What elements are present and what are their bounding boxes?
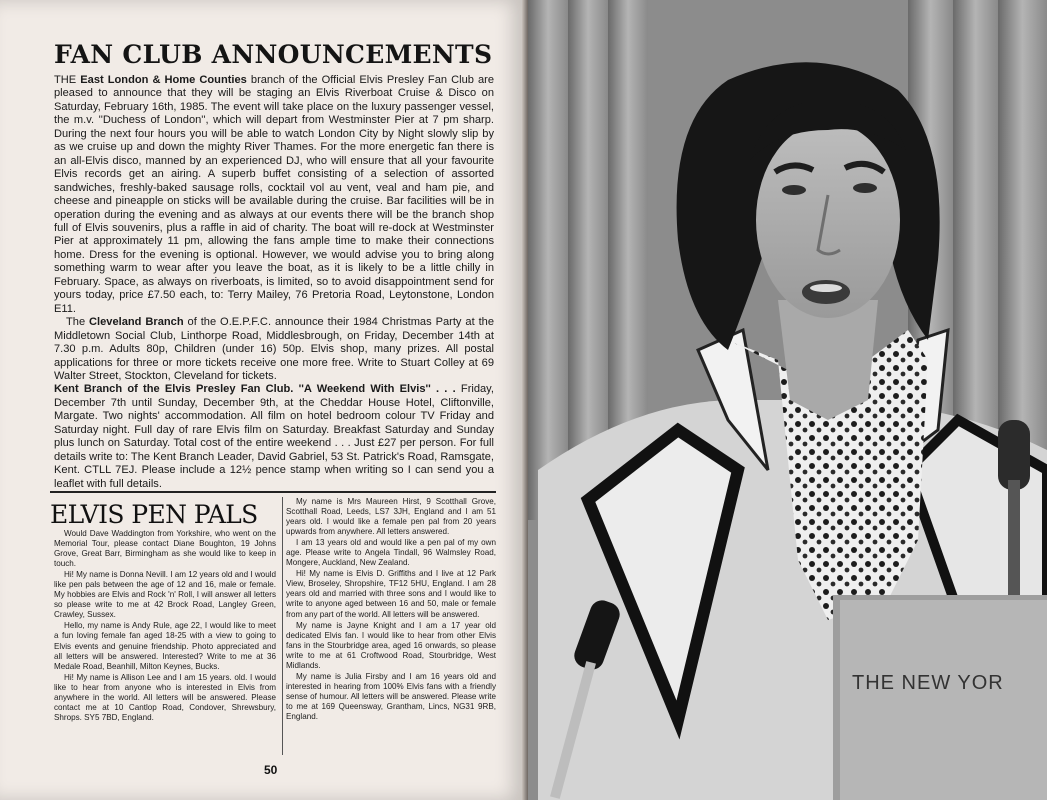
announcement-cleveland-text: of the O.E.P.F.C. announce their 1984 Christmas Party at the Middletown Social Club, Linthorpe Road, Middlesbrough, on Friday, December 14th at 7.30 p.m. Adults 80p, Children (under 16) 50p. Elvis shop, many prizes. All postal applications for three or more tickets receive one more free. Write to Stuart Colley at 69 Walter Street, Stockton, Cleveland for tickets.	[54, 316, 494, 382]
section-divider	[50, 491, 496, 493]
pen-pal-entry: Would Dave Waddington from Yorkshire, who went on the Memorial Tour, please contact Diane Boughton, 19 Johns Grove, Great Barr, Birmingham as she would like to keep in touch.	[54, 529, 276, 569]
pen-pal-entry: Hi! My name is Donna Nevill. I am 12 years old and I would like pen pals between the age of 12 and 16, male or female. My hobbies are Elvis and Rock 'n' Roll, I will answer all letters so please write to me at 42 Brock Road, Langley Green, Crawley, Sussex.	[54, 570, 276, 620]
column-divider	[282, 497, 283, 755]
pen-pal-entry: I am 13 years old and would like a pen pal of my own age. Please write to Angela Tindall, 96 Walmsley Road, Mongere, Auckland, New Zealand.	[286, 538, 496, 568]
pen-pal-entry: Hi! My name is Allison Lee and I am 15 years. old. I would like to hear from anyone who is interested in Elvis from anywhere in the world. All letters will be answered. Please contact me at 10 Cantlop Road, Condover, Shrewsbury, Shrops. SY5 7BD, England.	[54, 672, 276, 722]
pen-pals-right-column	[286, 497, 496, 723]
east-london-branch-name: East London & Home Counties	[80, 74, 247, 86]
announcements-body	[54, 74, 494, 491]
pen-pals-title: ELVIS PEN PALS	[50, 500, 258, 529]
pen-pal-entry: My name is Jayne Knight and I am a 17 year old dedicated Elvis fan. I would like to hear from other Elvis fans in the Stourbridge area, aged 16 onwards, so please write to me at 61 Croftwood Road, Stourbridge, West Midlands.	[286, 620, 496, 670]
announcement-cleveland	[54, 316, 494, 383]
kent-branch-heading: Kent Branch of the Elvis Presley Fan Club. ''A Weekend With Elvis'' . . .	[54, 383, 456, 396]
announcement-kent	[54, 383, 494, 491]
pen-pal-entry: My name is Mrs Maureen Hirst, 9 Scotthall Grove, Scotthall Road, Leeds, LS7 3JH, England and I am 51 years old. I would like a female pen pal from 20 years upwards from anywhere. All letters answered.	[286, 497, 496, 537]
announcement-cleveland-intro: The	[66, 316, 90, 329]
newspaper-name-sign: THE NEW YOR	[852, 672, 1004, 694]
pen-pal-entry: Hi! My name is Elvis D. Griffiths and I live at 12 Park View, Broseley, Shropshire, TF12 5HU, England. I am 28 years old and married with three sons and I would like to write to anyone aged between 16 and 50, male or female from any part of the world. All letters will be answered.	[286, 569, 496, 619]
announcements-title: FAN CLUB ANNOUNCEMENTS	[54, 40, 493, 69]
announcement-east-london-intro: THE	[54, 74, 81, 86]
cleveland-branch-name: Cleveland Branch	[89, 316, 184, 329]
announcement-east-london	[54, 74, 494, 316]
pen-pals-left-column	[54, 529, 276, 724]
page-number: 50	[264, 763, 278, 777]
elvis-photograph	[528, 0, 1047, 800]
announcement-east-london-text: branch of the Official Elvis Presley Fan Club are pleased to announce that they will be staging an Elvis Riverboat Cruise & Disco on Saturday, February 16th, 1985. The event will take place on the luxury passenger vessel, the m.v. ''Duchess of London'', which will depart from Westminster Pier at 7 pm sharp. During the next four hours you will be able to watch London City by Night slowly slip by as we cruise up and down the mighty River Thames. For the more energetic fan there is an all-Elvis disco, manned by an experienced DJ, who will ensure that all your favourite Elvis records get an airing. A superb buffet consisting of a selection of assorted sandwiches, freshly-baked sausage rolls, cocktail vol au vent, veal and ham pie, and cheese and pineapple on sticks will be available during the cruise. Bar facilities will be in operation during the evening and as always at our events there will be the branch shop full of Elvis souvenirs, plus a raffle in aid of charity. The boat will re-dock at Westminster Pier at approximately 11 pm, allowing the fans ample time to make their connections home. Dress for the evening is optional. However, we would advise you to bring along something warm to wear after you leave the boat, as it is likely to be a little chilly in February. Space, as always on riverboats, is limited, so to avoid disappointment send for yours today, price £7.50 each, to: Terry Mailey, 76 Pretoria Road, Leytonstone, London E11.	[54, 74, 494, 315]
pen-pal-entry: My name is Julia Firsby and I am 16 years old and interested in hearing from 100% Elvis fans with a friendly sense of humour. All letters will be answered. Please write to me at 169 Queensway, Grantham, Lincs, NG31 9RB, England.	[286, 671, 496, 721]
pen-pal-entry: Hello, my name is Andy Rule, age 22, I would like to meet a fun loving female fan aged 18-25 with a view to going to Elvis events and genuine friendship. Photo appreciated and all letters will be answered. Interested? Write to me at 36 Medale Road, Beanhill, Milton Keynes, Bucks.	[54, 621, 276, 671]
announcement-kent-text: Friday, December 7th until Sunday, December 9th, at the Cheddar House Hotel, Cliftonville, Margate. Two nights' accommodation. All film on hotel bedroom colour TV Friday and Saturday night. Full day of rare Elvis film on Saturday. Breakfast Saturday and Sunday plus lunch on Saturday. Total cost of the entire weekend . . . Just £27 per person. For full details write to: The Kent Branch Leader, David Gabriel, 53 St. Patrick's Road, Ramsgate, Kent. CTLL 7EJ. Please include a 12½ pence stamp when writing so I can send you a leaflet with full details.	[54, 383, 494, 490]
